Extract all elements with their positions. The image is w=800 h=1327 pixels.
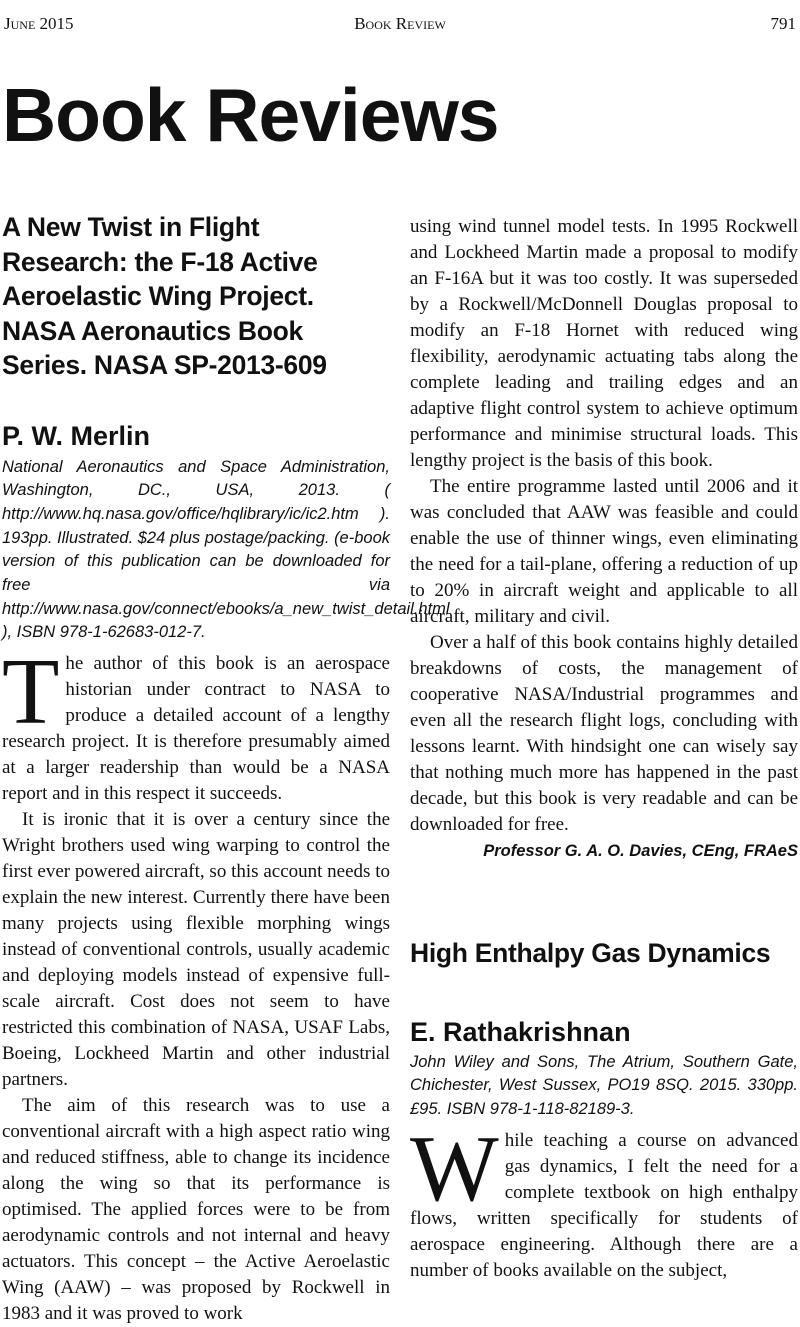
paragraph: The entire programme lasted until 2006 and it was concluded that AAW was feasible and could enable the use of thinner wings, even eliminating the need for a tail-plane, offering a reduction of up to 20% in aircraft weight and applicable to all aircraft, military and civil. (410, 476, 798, 627)
running-header (4, 14, 796, 38)
review-citation: National Aeronautics and Space Administration, Washington, DC., USA, 2013. ( http://www.hq.nasa.gov/office/hqlibrary/ic/ic2.htm ). 193pp. Illustrated. $24 plus postage/packing. (e-book version of this publication can be downloaded for free via http://www.nasa.gov/connect/ebooks/a_new_twist_detail.html ), ISBN 978-1-62683-012-7. (2, 457, 450, 642)
review-title: High Enthalpy Gas Dynamics (410, 938, 771, 968)
review-title: A New Twist in Flight Research: the F-18 Active Aeroelastic Wing Project. NASA Aeronautics Book Series. NASA SP-2013-609 (2, 212, 327, 380)
paragraph (2, 640, 390, 807)
review-citation: John Wiley and Sons, The Atrium, Southern Gate, Chichester, West Sussex, PO19 8SQ. 2015. 330pp. £95. ISBN 978-1-118-82189-3. (410, 1052, 798, 1118)
issue-date: June 2015 (4, 14, 74, 33)
section-title: Book Reviews (2, 73, 499, 157)
paragraph-text: he author of this book is an aerospace historian under contract to NASA to produce a detailed account of a lengthy research project. It is therefore presumably aimed at a larger readership than would be a NASA report and in this respect it succeeds. (2, 653, 390, 805)
paragraph (410, 1116, 798, 1284)
review-author: P. W. Merlin (2, 420, 151, 451)
reviewer-signature: Professor G. A. O. Davies, CEng, FRAeS (483, 842, 798, 860)
running-title: Book Review (354, 14, 446, 33)
paragraph-text: hile teaching a course on advanced gas dynamics, I felt the need for a complete textbook on high enthalpy flows, written specifically for students of aerospace engineering. Although there are a number of books available on the subject, (410, 1129, 798, 1281)
left-column (2, 210, 450, 1327)
paragraph: The aim of this research was to use a conventional aircraft with a high aspect ratio wing and reduced stiffness, able to change its incidence along the wing so that its performance is optimised. The applied forces were to be from aerodynamic controls and not internal and heavy actuators. This concept – the Active Aeroelastic Wing (AAW) – was proposed by Rockwell in 1983 and it was proved to work (2, 1095, 390, 1325)
drop-cap: T (2, 640, 60, 745)
review-author: E. Rathakrishnan (410, 1016, 631, 1047)
paragraph: using wind tunnel model tests. In 1995 Rockwell and Lockheed Martin made a proposal to modify an F-16A but it was too costly. It was superseded by a Rockwell/McDonnell Douglas proposal to modify an F-18 Hornet with reduced wing flexibility, aerodynamic actuating tabs along the complete leading and trailing edges and an adaptive flight control system to achieve optimum performance and minimise structural loads. This lengthy project is the basis of this book. (410, 216, 798, 471)
right-column (410, 214, 798, 1284)
paragraph: Over a half of this book contains highly detailed breakdowns of costs, the management of cooperative NASA/Industrial programmes and even all the research flight logs, concluding with lessons learnt. With hindsight one can wisely say that nothing much more has happened in the past decade, but this book is very readable and can be downloaded for free. (410, 632, 798, 835)
paragraph: It is ironic that it is over a century since the Wright brothers used wing warping to control the first ever powered aircraft, so this account needs to explain the new interest. Currently there have been many projects using flexible morphing wings instead of conventional controls, usually academic and deploying models instead of expensive full-scale aircraft. Cost does not seem to have restricted this combination of NASA, USAF Labs, Boeing, Lockheed Martin and other industrial partners. (2, 809, 390, 1091)
page-number: 791 (770, 14, 796, 33)
drop-cap: W (410, 1116, 499, 1221)
